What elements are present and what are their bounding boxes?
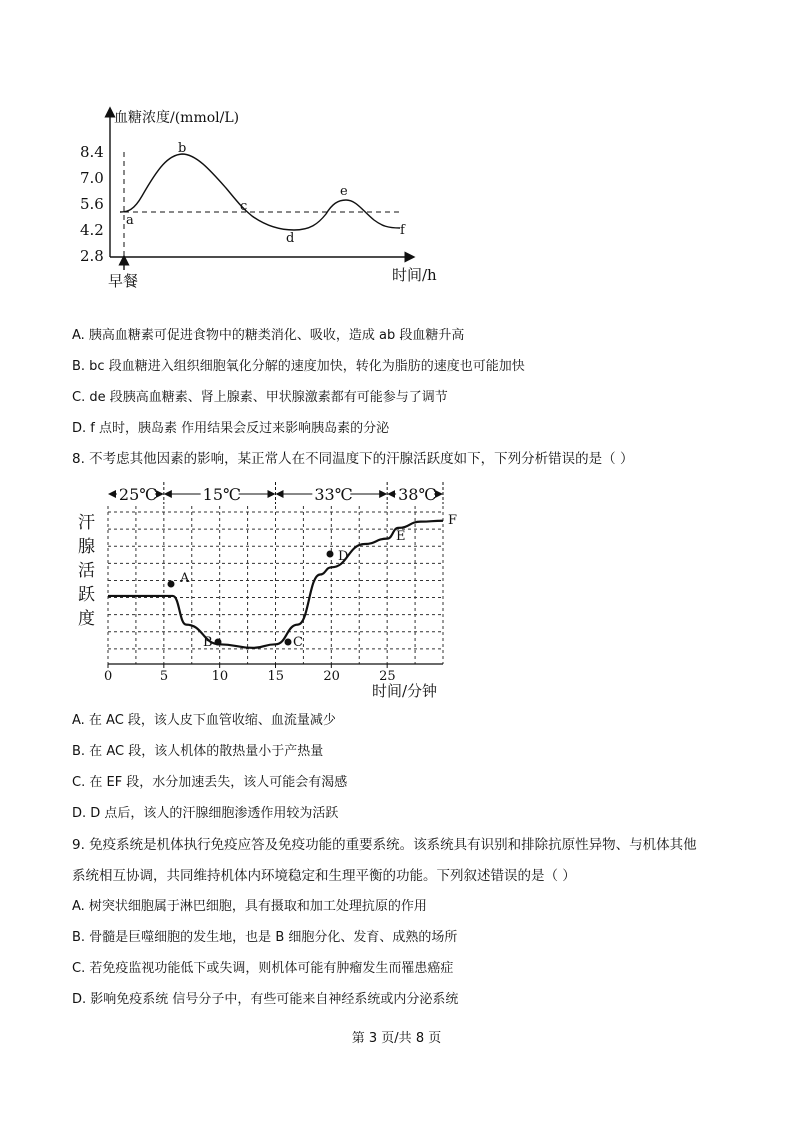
q7-option-a: A. 胰高血糖素可促进食物中的糖类消化、吸收，造成 ab 段血糖升高 [72,328,465,343]
q9-stem-line2: 系统相互协调，共同维持机体内环境稳定和生理平衡的功能。下列叙述错误的是（ ） [72,868,576,884]
page-footer: 第 3 页/共 8 页 [351,1031,442,1046]
temperature-label: 38℃ [398,485,437,504]
x-axis-label: 时间/分钟 [372,682,438,700]
x-start-label: 早餐 [108,272,139,290]
glucose-curve [120,154,400,230]
x-tick-label: 15 [267,669,285,684]
point-label-c: c [240,199,248,214]
q9-option-b: B. 骨髓是巨噬细胞的发生地，也是 B 细胞分化、发育、成熟的场所 [72,930,458,945]
x-axis-label: 时间/h [392,266,437,284]
x-tick-label: 10 [211,669,229,684]
point-label-f: f [400,223,405,238]
temperature-segments [109,482,443,504]
point-label-A: A [180,571,190,586]
temperature-label: 25℃ [118,485,158,504]
blood-glucose-chart [70,100,450,300]
x-tick-label: 25 [379,669,396,684]
point-B-marker [215,639,222,646]
point-D-marker [327,551,334,558]
temperature-label: 33℃ [314,485,353,504]
y-axis-label: 血糖浓度/(mmol/L) [114,110,240,126]
q7-option-b: B. bc 段血糖进入组织细胞氧化分解的速度加快，转化为脂肪的速度也可能加快 [72,359,525,374]
q9-option-c: C. 若免疫监视功能低下或失调，则机体可能有肿瘤发生而罹患癌症 [72,961,454,976]
x-tick-label: 20 [323,669,340,684]
point-label-a: a [126,213,134,228]
point-label-C: C [293,635,303,650]
y-tick-label: 5.6 [80,195,104,213]
y-tick-label: 8.4 [80,143,104,161]
q7-option-d: D. f 点时，胰岛素 作用结果会反过来影响胰岛素的分泌 [72,421,390,436]
x-ticks [104,664,396,684]
point-label-e: e [340,184,348,199]
q8-option-c: C. 在 EF 段，水分加速丢失，该人可能会有渴感 [72,775,348,790]
q9-stem-line1: 9. 免疫系统是机体执行免疫应答及免疫功能的重要系统。该系统具有识别和排除抗原性异物、与机体其他 [72,837,697,853]
y-tick-label: 4.2 [80,221,104,239]
point-label-D: D [338,549,349,564]
q8-stem: 8. 不考虑其他因素的影响，某正常人在不同温度下的汗腺活跃度如下，下列分析错误的是（ ） [72,451,634,467]
point-label-E: E [396,529,406,544]
point-C-marker [285,639,292,646]
q9-option-a: A. 树突状细胞属于淋巴细胞，具有摄取和加工处理抗原的作用 [72,899,427,914]
x-tick-label: 0 [104,669,113,684]
point-label-B: B [203,635,213,650]
y-tick-label: 7.0 [80,169,104,187]
q8-option-a: A. 在 AC 段，该人皮下血管收缩、血流量减少 [72,713,336,728]
point-label-b: b [178,141,187,156]
q8-option-d: D. D 点后，该人的汗腺细胞渗透作用较为活跃 [72,806,339,821]
y-tick-label: 2.8 [80,247,104,265]
point-A-marker [168,581,175,588]
point-label-F: F [448,513,458,528]
point-label-d: d [286,231,295,246]
x-tick-label: 5 [159,669,169,684]
temperature-label: 15℃ [202,485,241,504]
q7-option-c: C. de 段胰高血糖素、肾上腺素、甲状腺激素都有可能参与了调节 [72,390,448,405]
y-axis-label: 汗腺活跃度 [78,513,95,629]
chart-grid [108,506,443,664]
q9-option-d: D. 影响免疫系统 信号分子中，有些可能来自神经系统或内分泌系统 [72,992,459,1007]
sweat-gland-chart [70,474,470,704]
q8-option-b: B. 在 AC 段，该人机体的散热量小于产热量 [72,744,324,759]
